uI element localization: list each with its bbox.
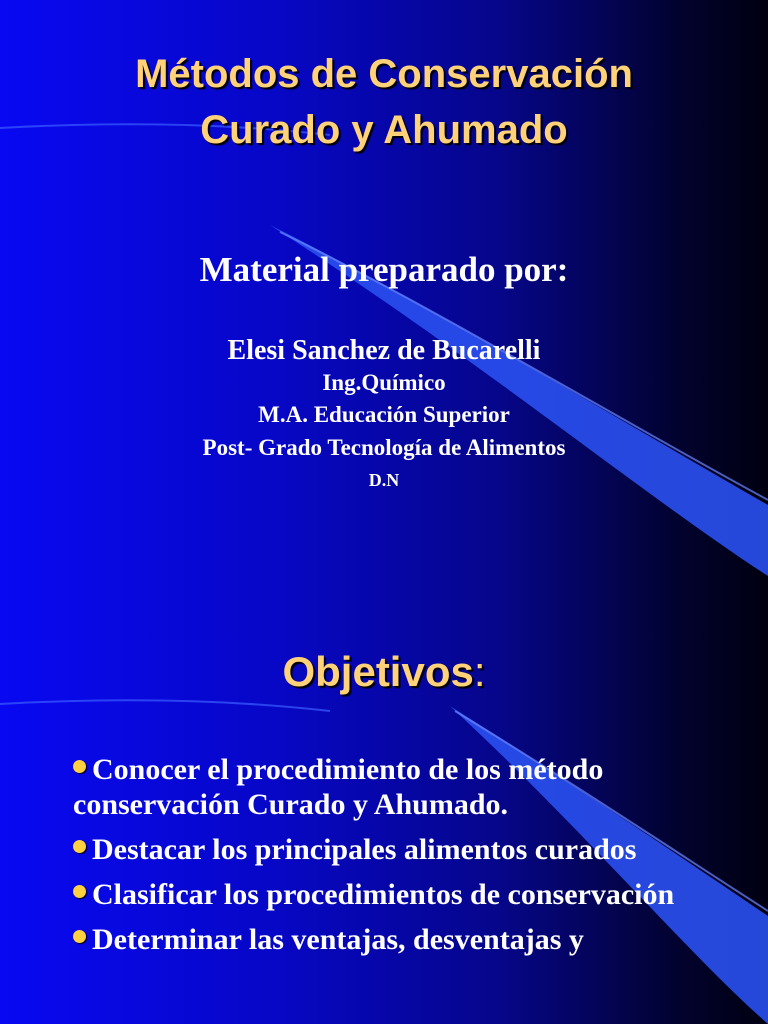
credential-line: Ing.Químico	[322, 370, 446, 395]
list-item	[73, 752, 723, 822]
prepared-by-label: Material preparado por:	[199, 250, 569, 289]
slide-title-line2: Curado y Ahumado	[200, 108, 568, 152]
slide-2	[0, 576, 768, 1024]
slide-title-line1: Métodos de Conservación	[135, 52, 633, 96]
objectives-list	[73, 752, 723, 967]
credential-line: M.A. Educación Superior	[258, 402, 510, 427]
objectives-title-colon: :	[473, 648, 486, 695]
list-item-text: Clasificar los procedimientos de conservación	[92, 878, 675, 911]
objectives-title	[0, 648, 768, 696]
bullet-dot-icon	[73, 930, 86, 943]
list-item	[73, 877, 723, 912]
list-item-text: Destacar los principales alimentos curados	[92, 833, 637, 866]
list-item	[73, 832, 723, 867]
bullet-dot-icon	[73, 760, 86, 773]
list-item-text: Conocer el procedimiento de los método conservación Curado y Ahumado.	[73, 753, 604, 821]
bullet-dot-icon	[73, 840, 86, 853]
credential-line: D.N	[368, 470, 400, 490]
bullet-dot-icon	[73, 885, 86, 898]
credential-line: Post- Grado Tecnología de Alimentos	[202, 435, 566, 460]
author-name: Elesi Sanchez de Bucarelli	[227, 335, 541, 366]
list-item	[73, 922, 723, 957]
objectives-title-text: Objetivos	[282, 648, 474, 695]
list-item-text: Determinar las ventajas, desventajas y	[92, 923, 584, 956]
